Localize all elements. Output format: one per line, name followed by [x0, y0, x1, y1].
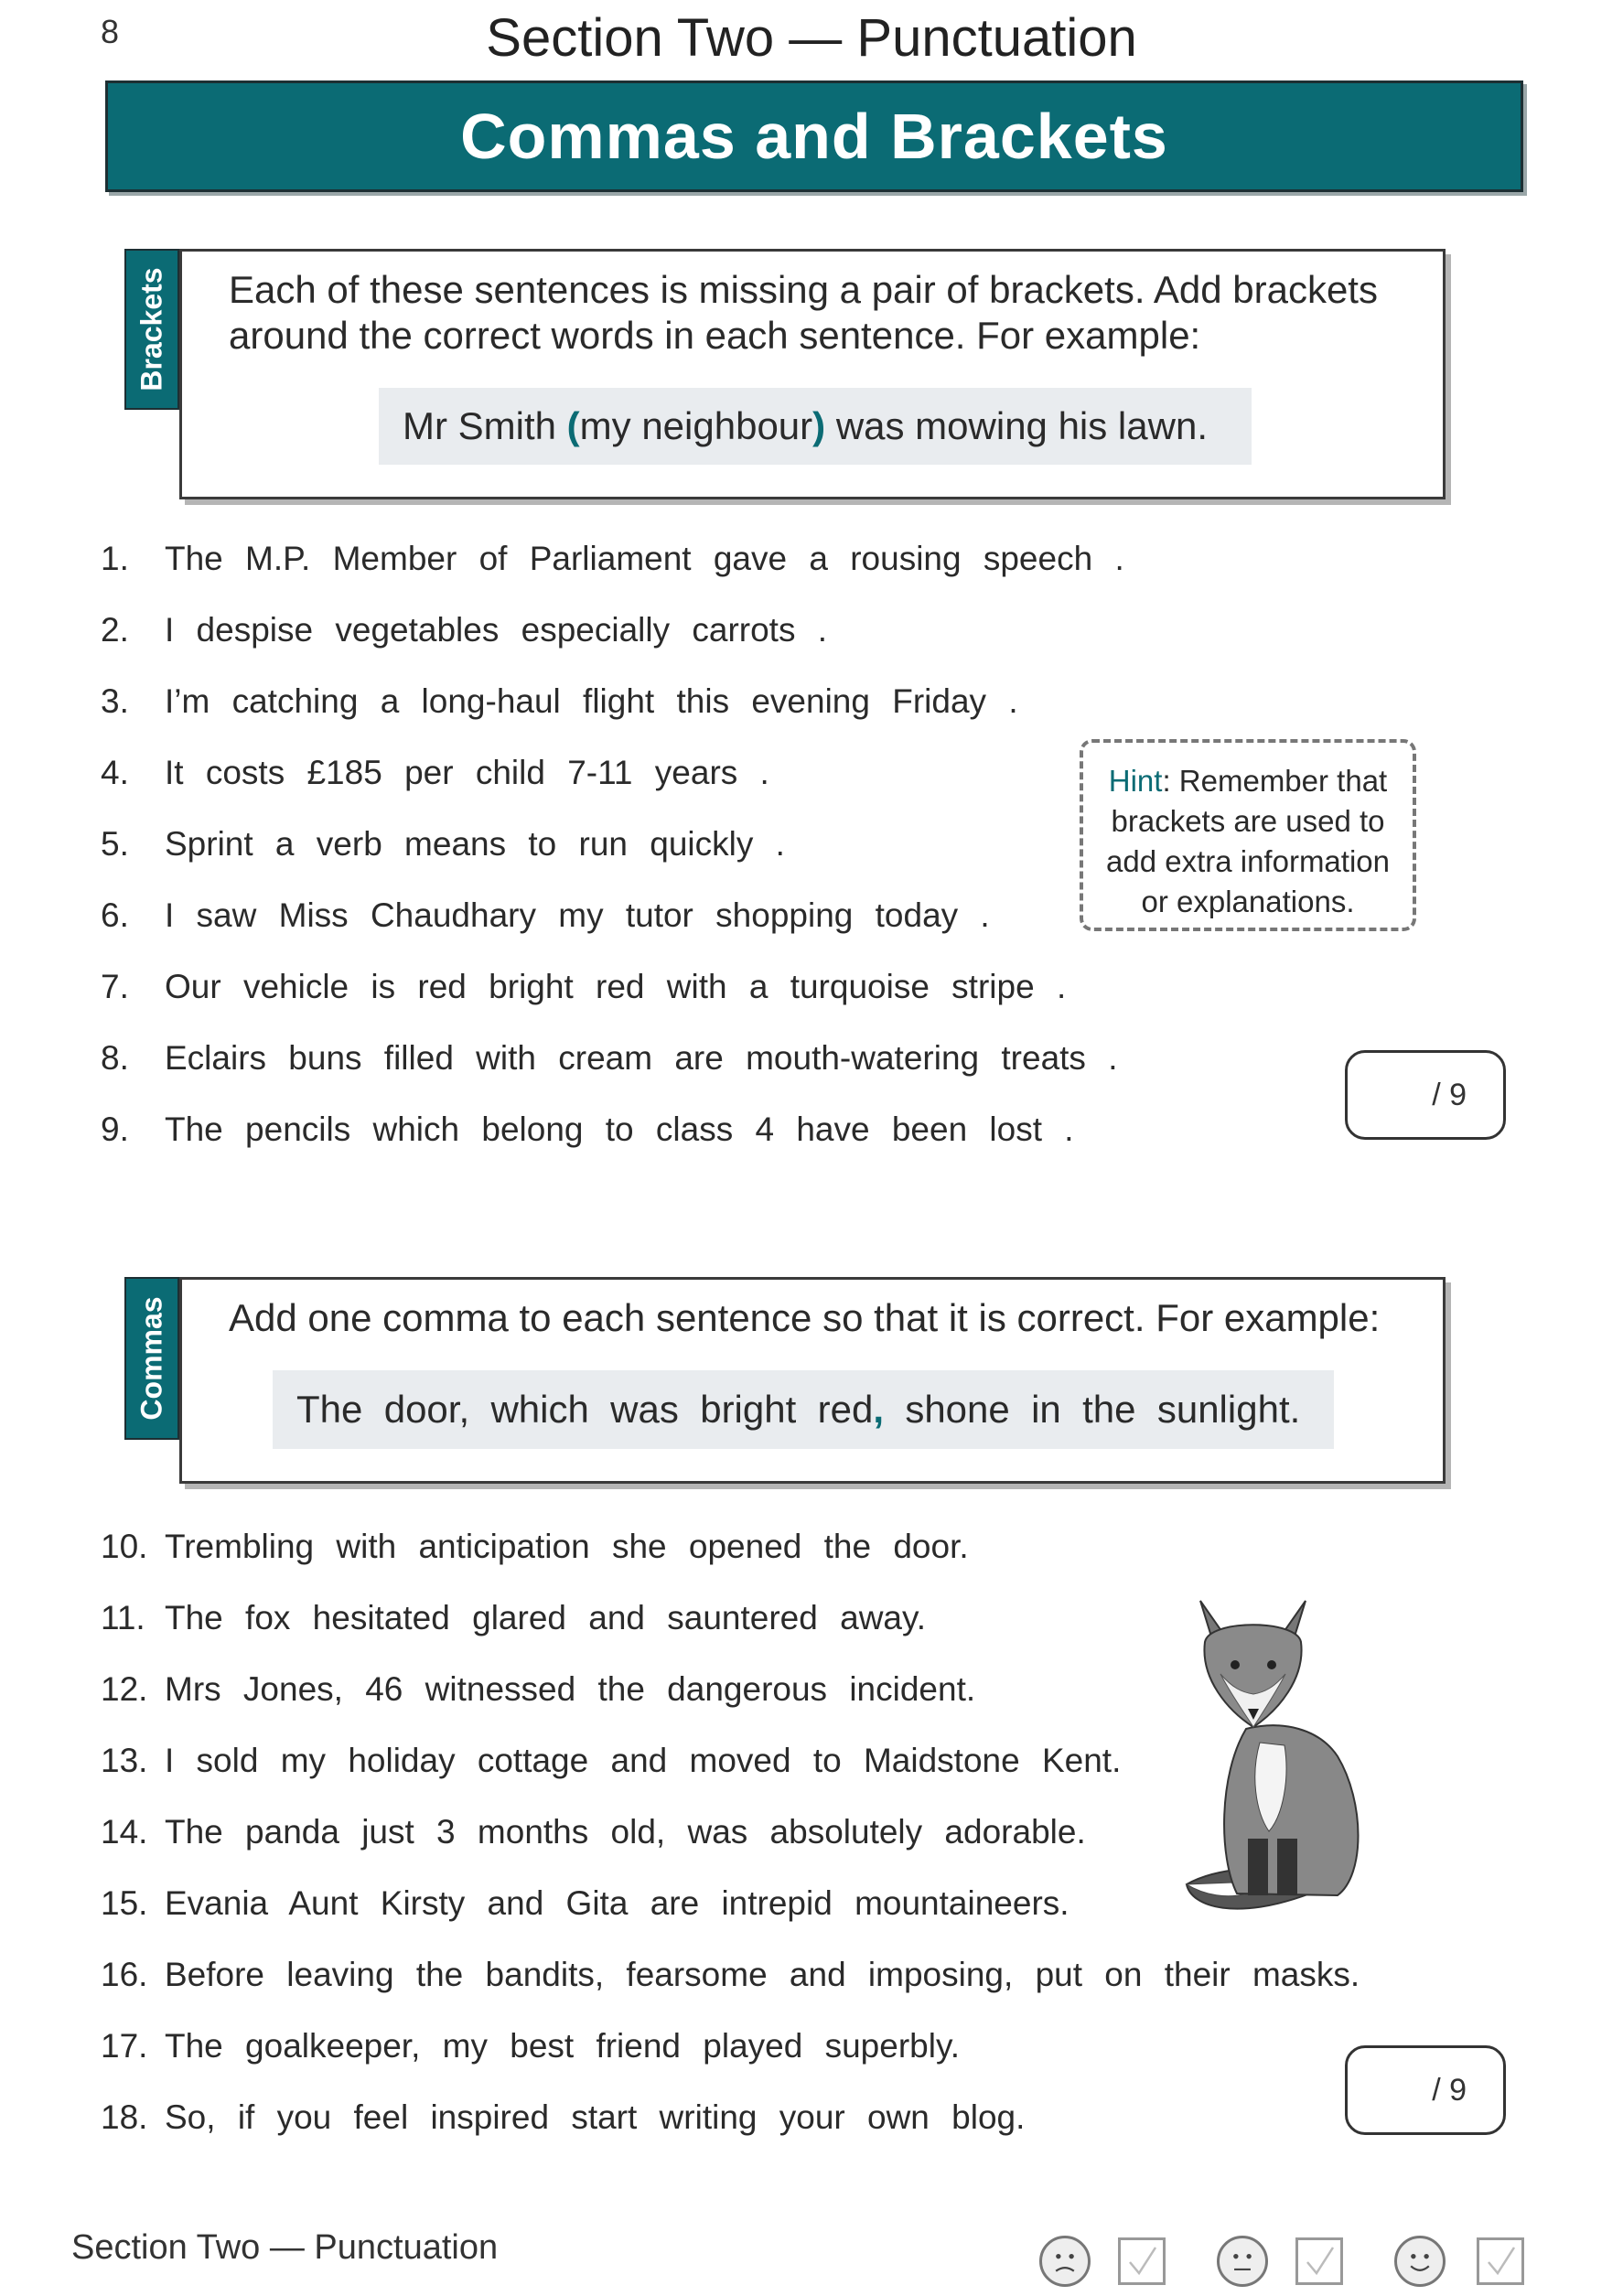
question-14[interactable]	[101, 1813, 1086, 1851]
question-text[interactable]: Trembling with anticipation she opened the door.	[165, 1528, 969, 1565]
commas-score: / 9	[1432, 2072, 1467, 2108]
brackets-instruction-line1: Each of these sentences is missing a pair of brackets. Add brackets	[229, 268, 1378, 311]
brackets-example	[379, 388, 1252, 465]
question-text[interactable]: Sprint a verb means to run quickly .	[165, 825, 785, 863]
brackets-tab	[124, 249, 179, 410]
check-icon	[1479, 2240, 1521, 2282]
brackets-score-box[interactable]	[1345, 1050, 1506, 1140]
question-7[interactable]	[101, 968, 1066, 1006]
commas-example-before: The door, which was bright red	[296, 1388, 874, 1431]
commas-score-box[interactable]	[1345, 2045, 1506, 2135]
hint-line2: brackets are used to	[1111, 804, 1385, 838]
question-number: 6.	[101, 896, 129, 934]
running-head: Section Two — Punctuation	[486, 8, 1137, 68]
commas-instruction: Add one comma to each sentence so that it is correct. For example:	[229, 1296, 1381, 1339]
title-banner	[105, 80, 1523, 192]
question-number: 4.	[101, 754, 129, 791]
brackets-tab-label: Brackets	[134, 267, 168, 392]
question-4[interactable]	[101, 754, 769, 792]
question-number: 18.	[101, 2098, 148, 2136]
question-8[interactable]	[101, 1039, 1117, 1078]
check-icon	[1298, 2240, 1340, 2282]
question-10[interactable]	[101, 1528, 969, 1566]
commas-tab	[124, 1277, 179, 1440]
neutral-face-checkbox[interactable]	[1295, 2237, 1343, 2285]
question-11[interactable]	[101, 1599, 926, 1637]
question-text[interactable]: I sold my holiday cottage and moved to Maidstone Kent.	[165, 1742, 1122, 1779]
commas-example-comma: ,	[873, 1388, 884, 1431]
question-number: 7.	[101, 968, 129, 1005]
page-title: Commas and Brackets	[460, 101, 1168, 172]
question-17[interactable]	[101, 2027, 960, 2065]
question-text[interactable]: So, if you feel inspired start writing your own blog.	[165, 2098, 1026, 2136]
question-text[interactable]: Our vehicle is red bright red with a turquoise stripe .	[165, 968, 1067, 1005]
commas-example-after: shone in the sunlight.	[883, 1388, 1301, 1431]
brackets-example-close: )	[812, 404, 826, 447]
question-number: 16.	[101, 1956, 148, 1993]
question-3[interactable]	[101, 682, 1018, 721]
question-text[interactable]: The panda just 3 months old, was absolutely adorable.	[165, 1813, 1086, 1851]
question-text[interactable]: I’m catching a long-haul flight this evening Friday .	[165, 682, 1018, 720]
page-number: 8	[101, 13, 120, 50]
question-number: 15.	[101, 1884, 148, 1922]
question-text[interactable]: The pencils which belong to class 4 have been lost .	[165, 1110, 1074, 1148]
happy-face-checkbox[interactable]	[1477, 2237, 1524, 2285]
brackets-instruction	[229, 267, 1378, 359]
question-number: 5.	[101, 825, 129, 863]
question-number: 13.	[101, 1742, 148, 1779]
question-text[interactable]: The goalkeeper, my best friend played superbly.	[165, 2027, 960, 2065]
hint-label: Hint	[1108, 764, 1163, 798]
footer-text: Section Two — Punctuation	[71, 2228, 499, 2267]
question-12[interactable]	[101, 1670, 975, 1709]
question-15[interactable]	[101, 1884, 1069, 1923]
brackets-score: / 9	[1432, 1077, 1467, 1112]
question-2[interactable]	[101, 611, 827, 649]
hint-line4: or explanations.	[1141, 885, 1355, 918]
question-number: 11.	[101, 1599, 145, 1636]
check-icon	[1121, 2240, 1163, 2282]
brackets-example-open: (	[566, 404, 580, 447]
question-number: 12.	[101, 1670, 148, 1708]
question-1[interactable]	[101, 540, 1124, 578]
question-text[interactable]: The fox hesitated glared and sauntered away.	[165, 1599, 927, 1636]
neutral-face-icon	[1217, 2236, 1268, 2287]
brackets-instruction-line2: around the correct words in each sentence. For example:	[229, 314, 1201, 357]
hint-line1: : Remember that	[1162, 764, 1388, 798]
question-text[interactable]: Evania Aunt Kirsty and Gita are intrepid mountaineers.	[165, 1884, 1069, 1922]
question-number: 1.	[101, 540, 129, 577]
fox-illustration	[1182, 1592, 1392, 1930]
question-text[interactable]: I despise vegetables especially carrots .	[165, 611, 828, 649]
question-number: 8.	[101, 1039, 129, 1077]
question-text[interactable]: It costs £185 per child 7-11 years .	[165, 754, 769, 791]
hint-box	[1080, 739, 1416, 931]
question-13[interactable]	[101, 1742, 1121, 1780]
hint-line3: add extra information	[1105, 844, 1390, 878]
commas-example	[273, 1370, 1334, 1449]
question-18[interactable]	[101, 2098, 1025, 2137]
commas-tab-label: Commas	[134, 1296, 168, 1421]
question-9[interactable]	[101, 1110, 1074, 1149]
question-number: 2.	[101, 611, 129, 649]
question-number: 3.	[101, 682, 129, 720]
question-number: 9.	[101, 1110, 129, 1148]
sad-face-checkbox[interactable]	[1118, 2237, 1166, 2285]
happy-face-icon	[1394, 2236, 1446, 2287]
question-number: 10.	[101, 1528, 148, 1565]
sad-face-icon	[1039, 2236, 1091, 2287]
question-16[interactable]	[101, 1956, 1360, 1994]
question-text[interactable]: The M.P. Member of Parliament gave a rousing speech .	[165, 540, 1124, 577]
question-number: 17.	[101, 2027, 148, 2065]
question-text[interactable]: Eclairs buns filled with cream are mouth-watering treats .	[165, 1039, 1118, 1077]
question-number: 14.	[101, 1813, 148, 1851]
question-text[interactable]: Mrs Jones, 46 witnessed the dangerous incident.	[165, 1670, 976, 1708]
brackets-example-middle: my neighbour	[579, 404, 813, 447]
question-6[interactable]	[101, 896, 990, 935]
brackets-example-before: Mr Smith	[403, 404, 567, 447]
question-text[interactable]: Before leaving the bandits, fearsome and imposing, put on their masks.	[165, 1956, 1360, 1993]
question-text[interactable]: I saw Miss Chaudhary my tutor shopping today .	[165, 896, 990, 934]
question-5[interactable]	[101, 825, 785, 864]
brackets-example-after: was mowing his lawn.	[825, 404, 1208, 447]
